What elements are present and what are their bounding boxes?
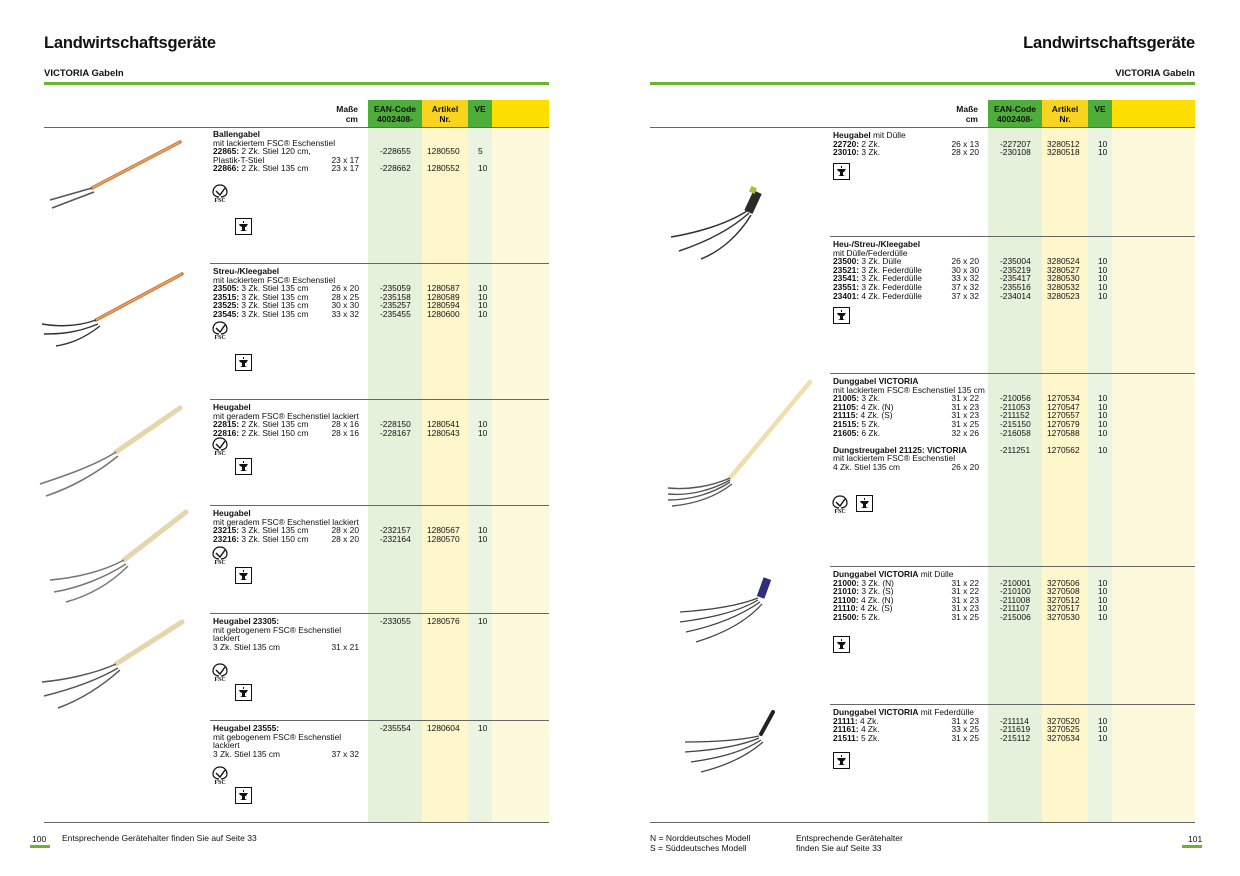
ean-value: -235516 — [1000, 282, 1031, 292]
ve-value: 10 — [1098, 594, 1108, 605]
dimension-value: 37 x 32 — [951, 282, 979, 292]
dimension-value: 28 x 20 — [331, 533, 359, 544]
artikel-value: 1270579 — [1047, 419, 1080, 429]
fsc-logo: FSC — [831, 495, 849, 517]
dimension-value: 26 x 13 — [951, 138, 979, 149]
description-line: 22816: 2 Zk. Stiel 150 cm — [213, 427, 309, 438]
description-line: Dungstreugabel 21125: VICTORIA — [833, 444, 967, 455]
fsc-logo: FSC — [211, 766, 229, 788]
ve-value: 10 — [1098, 410, 1108, 421]
description-line: 21511: 5 Zk. — [833, 732, 880, 743]
row-separator — [650, 127, 1195, 128]
dimension-value: 31 x 21 — [331, 641, 359, 652]
description-line: 21500: 5 Zk. — [833, 612, 881, 622]
description-line: mit gebogenem FSC® Eschenstiel — [213, 624, 342, 635]
product-image-heugabel-2zk — [34, 404, 194, 499]
description-line: 23215: 3 Zk. Stiel 135 cm — [213, 525, 309, 536]
dimension-value: 31 x 23 — [951, 401, 979, 412]
ean-value: -235004 — [1000, 256, 1031, 267]
ve-header: VE — [468, 100, 492, 127]
description-line: mit lackiertem FSC® Eschenstiel — [213, 274, 336, 285]
page-number: 100 — [32, 834, 47, 844]
artikel-value: 3280524 — [1047, 256, 1080, 267]
ean-value: -235219 — [1000, 264, 1031, 275]
anvil-quality-icon — [833, 307, 850, 324]
ve-value: 10 — [478, 309, 488, 319]
description-line: Dunggabel VICTORIA mit Dülle — [833, 569, 954, 579]
anvil-quality-icon — [235, 684, 252, 701]
artikel-column — [422, 100, 468, 822]
artikel-value: 1280594 — [427, 300, 460, 311]
description-line: 3 Zk. Stiel 135 cm — [213, 641, 281, 652]
description-line: 22866: 2 Zk. Stiel 135 cm — [213, 163, 309, 174]
artikel-value: 3270534 — [1047, 732, 1080, 743]
ve-value: 5 — [478, 146, 483, 157]
fsc-logo: FSC — [211, 546, 229, 568]
bottom-rule — [650, 822, 1195, 823]
anvil-quality-icon — [833, 163, 850, 180]
ve-value: 10 — [478, 616, 488, 626]
artikel-value: 1280541 — [427, 419, 460, 430]
ve-value: 10 — [1098, 732, 1108, 743]
ve-column — [1088, 100, 1112, 822]
green-rule — [44, 82, 549, 85]
artikel-value: 1280604 — [427, 723, 460, 733]
ve-value: 10 — [1098, 724, 1108, 735]
ean-value: -210001 — [1000, 577, 1031, 588]
ve-value: 10 — [1098, 290, 1108, 301]
ve-value: 10 — [1098, 282, 1108, 292]
ve-value: 10 — [478, 427, 488, 438]
dimension-value: 26 x 20 — [951, 256, 979, 267]
ean-value: -215112 — [1000, 732, 1031, 743]
description-line: 21110: 4 Zk. (S) — [833, 603, 893, 614]
row-separator — [44, 127, 549, 128]
ve-value: 10 — [478, 419, 488, 430]
description-line: 23551: 3 Zk. Federdülle — [833, 282, 922, 292]
footnote: Entsprechende Gerätehalter finden Sie auf Seite 33 — [62, 833, 257, 843]
notes-header — [492, 100, 549, 127]
ean-value: -211107 — [1000, 603, 1030, 614]
dimension-value: 31 x 23 — [951, 715, 979, 726]
artikel-value: 1280587 — [427, 283, 460, 294]
dimension-value: 31 x 25 — [951, 612, 979, 622]
ve-value: 10 — [1098, 577, 1108, 588]
ve-value: 10 — [478, 723, 488, 733]
description-line: 3 Zk. Stiel 135 cm — [213, 748, 281, 759]
footnote-holders: Entsprechende Gerätehalter finden Sie auf Seite 33 — [796, 833, 903, 853]
description-line: Ballengabel — [213, 129, 261, 139]
artikel-header: Artikel Nr. — [1042, 100, 1088, 127]
description-line: Streu-/Kleegabel — [213, 266, 280, 276]
dimension-value: 30 x 30 — [331, 300, 359, 311]
page-number-bar — [30, 845, 50, 848]
notes-column — [1112, 100, 1195, 822]
artikel-header: Artikel Nr. — [422, 100, 468, 127]
ve-value: 10 — [1098, 273, 1108, 284]
description-line: 21105: 4 Zk. (N) — [833, 401, 894, 412]
dimension-value: 30 x 30 — [951, 264, 979, 275]
ve-value: 10 — [1098, 256, 1108, 267]
anvil-quality-icon — [235, 787, 252, 804]
ean-header: EAN-Code 4002408- — [988, 100, 1042, 127]
dimension-value: 37 x 32 — [951, 290, 979, 301]
description-line: Heugabel — [213, 402, 251, 412]
artikel-value: 3270530 — [1047, 612, 1080, 622]
description-line: 23010: 3 Zk. — [833, 147, 881, 158]
page-number-bar — [1182, 845, 1202, 848]
description-line: 23541: 3 Zk. Federdülle — [833, 273, 922, 284]
artikel-value: 3270517 — [1047, 603, 1080, 614]
dimension-value: 33 x 32 — [331, 309, 359, 319]
fsc-logo: FSC — [211, 184, 229, 206]
artikel-value: 3280527 — [1047, 264, 1080, 275]
product-image-heugabel-23305 — [34, 616, 194, 716]
ve-value: 10 — [1098, 715, 1108, 726]
description-line: mit lackiertem FSC® Eschenstiel 135 cm — [833, 384, 985, 395]
ean-value: -211619 — [1000, 724, 1031, 735]
description-line: mit geradem FSC® Eschenstiel lackiert — [213, 410, 359, 421]
description-line: lackiert — [213, 633, 240, 644]
ean-value: -228655 — [380, 146, 411, 157]
anvil-quality-icon — [235, 567, 252, 584]
description-line: mit gebogenem FSC® Eschenstiel — [213, 731, 342, 742]
artikel-value: 1280567 — [427, 525, 460, 536]
dimension-value: 28 x 20 — [951, 147, 979, 158]
anvil-quality-icon — [235, 218, 252, 235]
description-line: mit Dülle/Federdülle — [833, 247, 908, 258]
artikel-value: 1280570 — [427, 533, 460, 544]
ean-value: -211053 — [1000, 401, 1031, 412]
row-separator — [210, 399, 549, 400]
ve-value: 10 — [1098, 138, 1108, 149]
artikel-value: 1280589 — [427, 291, 460, 302]
row-separator — [210, 720, 549, 721]
ean-value: -210056 — [1000, 393, 1031, 404]
description-line: 23500: 3 Zk. Dülle — [833, 256, 902, 267]
ean-header: EAN-Code 4002408- — [368, 100, 422, 127]
product-image-heugabel-duelle — [665, 185, 775, 265]
description-line: Heugabel 23305: — [213, 616, 280, 626]
description-line: Heugabel 23555: — [213, 723, 280, 733]
anvil-quality-icon — [833, 752, 850, 769]
ean-value: -211251 — [1000, 444, 1031, 455]
ve-header: VE — [1088, 100, 1112, 127]
ean-value: -211114 — [1000, 715, 1029, 726]
description-line: Heugabel — [213, 508, 251, 518]
dimension-value: 33 x 25 — [951, 724, 979, 735]
page-title: Landwirtschaftsgeräte — [1023, 34, 1195, 52]
artikel-value: 3270506 — [1047, 577, 1080, 588]
ean-value: -235554 — [380, 723, 411, 733]
artikel-value: 1270562 — [1047, 444, 1080, 455]
description-line: 23401: 4 Zk. Federdülle — [833, 290, 922, 301]
page-subtitle: VICTORIA Gabeln — [1115, 68, 1195, 79]
description-line: 22815: 2 Zk. Stiel 135 cm — [213, 419, 309, 430]
mass-header: Maße cm — [956, 104, 978, 124]
artikel-value: 1270534 — [1047, 393, 1080, 404]
description-line: 23505: 3 Zk. Stiel 135 cm — [213, 283, 309, 294]
green-rule — [650, 82, 1195, 85]
artikel-value: 3270520 — [1047, 715, 1080, 726]
description-line: 21000: 3 Zk. (N) — [833, 577, 894, 588]
ean-column — [988, 100, 1042, 822]
ean-value: -232164 — [380, 533, 411, 544]
description-line: 23521: 3 Zk. Federdülle — [833, 264, 922, 275]
description-line: mit geradem FSC® Eschenstiel lackiert — [213, 516, 359, 527]
ve-column — [468, 100, 492, 822]
ean-column — [368, 100, 422, 822]
ve-value: 10 — [478, 300, 488, 311]
ean-value: -216058 — [1000, 427, 1031, 438]
description-line: mit lackiertem FSC® Eschenstiel — [833, 453, 956, 464]
product-image-ballengabel — [44, 130, 194, 225]
page-title: Landwirtschaftsgeräte — [44, 34, 216, 52]
ean-value: -234014 — [1000, 290, 1031, 301]
row-separator — [210, 613, 549, 614]
dimension-value: 32 x 26 — [951, 427, 979, 438]
artikel-value: 3270525 — [1047, 724, 1080, 735]
ean-value: -210100 — [1000, 586, 1031, 597]
description-line: 21161: 4 Zk. — [833, 724, 880, 735]
dimension-value: 26 x 20 — [951, 462, 979, 472]
artikel-value: 1270557 — [1047, 410, 1080, 421]
product-image-dunggabel-duelle — [670, 574, 785, 649]
description-line: 23216: 3 Zk. Stiel 150 cm — [213, 533, 309, 544]
dimension-value: 23 x 17 — [331, 163, 359, 174]
ve-value: 10 — [1098, 612, 1108, 622]
ean-value: -228167 — [380, 427, 411, 438]
artikel-value: 1280552 — [427, 163, 460, 174]
ean-value: -235257 — [380, 300, 411, 311]
fsc-logo: FSC — [211, 663, 229, 685]
dimension-value: 31 x 25 — [951, 419, 979, 429]
ve-value: 10 — [478, 525, 488, 536]
ve-value: 10 — [478, 533, 488, 544]
artikel-value: 3270508 — [1047, 586, 1080, 597]
ve-value: 10 — [478, 283, 488, 294]
artikel-value: 1280550 — [427, 146, 460, 157]
artikel-value: 3280523 — [1047, 290, 1080, 301]
description-line: 22720: 2 Zk. — [833, 138, 881, 149]
ean-value: -233055 — [380, 616, 411, 626]
dimension-value: 28 x 16 — [331, 419, 359, 430]
description-line: 21115: 4 Zk. (S) — [833, 410, 893, 421]
dimension-value: 37 x 32 — [331, 748, 359, 759]
row-separator — [830, 373, 1195, 374]
dimension-value: 31 x 23 — [951, 410, 979, 421]
product-image-streugabel — [34, 268, 194, 358]
ve-value: 10 — [478, 291, 488, 302]
ve-value: 10 — [1098, 586, 1108, 597]
page-number: 101 — [1188, 834, 1203, 844]
description-line: Dunggabel VICTORIA — [833, 376, 919, 386]
description-line: 23525: 3 Zk. Stiel 135 cm — [213, 300, 309, 311]
page-subtitle: VICTORIA Gabeln — [44, 68, 124, 79]
ean-value: -235455 — [380, 309, 411, 319]
dimension-value: 31 x 22 — [951, 393, 979, 404]
description-line: lackiert — [213, 740, 240, 751]
description-line: Plastik-T-Stiel — [213, 154, 265, 165]
ean-value: -235158 — [380, 291, 411, 302]
dimension-value: 31 x 22 — [951, 586, 979, 597]
notes-header — [1112, 100, 1195, 127]
dimension-value: 33 x 32 — [951, 273, 979, 284]
product-image-dunggabel-federduelle — [675, 710, 785, 775]
artikel-value: 1270547 — [1047, 401, 1080, 412]
notes-column — [492, 100, 549, 822]
row-separator — [830, 566, 1195, 567]
ve-value: 10 — [1098, 393, 1108, 404]
ean-value: -235059 — [380, 283, 411, 294]
anvil-quality-icon — [235, 354, 252, 371]
artikel-value: 3270512 — [1047, 594, 1080, 605]
mass-header: Maße cm — [336, 104, 358, 124]
artikel-value: 1280576 — [427, 616, 460, 626]
artikel-value: 1280600 — [427, 309, 460, 319]
artikel-value: 3280530 — [1047, 273, 1080, 284]
artikel-value: 3280512 — [1047, 138, 1080, 149]
artikel-value: 1280543 — [427, 427, 460, 438]
ean-value: -215006 — [1000, 612, 1031, 622]
row-separator — [830, 236, 1195, 237]
row-separator — [830, 704, 1195, 705]
anvil-quality-icon — [856, 495, 873, 512]
row-separator — [210, 505, 549, 506]
dimension-value: 31 x 22 — [951, 577, 979, 588]
footnote-models: N = Norddeutsches Modell S = Süddeutsches Modell — [650, 833, 751, 853]
ean-value: -235417 — [1000, 273, 1031, 284]
ve-value: 10 — [1098, 401, 1108, 412]
description-line: 23545: 3 Zk. Stiel 135 cm — [213, 309, 309, 319]
anvil-quality-icon — [235, 458, 252, 475]
ean-value: -232157 — [380, 525, 411, 536]
description-line: 21005: 3 Zk. — [833, 393, 881, 404]
description-line: 21111: 4 Zk. — [833, 715, 879, 726]
dimension-value: 31 x 23 — [951, 594, 979, 605]
ve-value: 10 — [1098, 444, 1108, 455]
ve-value: 10 — [1098, 147, 1108, 158]
bottom-rule — [44, 822, 549, 823]
ean-value: -228150 — [380, 419, 411, 430]
row-separator — [210, 263, 549, 264]
artikel-value: 1270588 — [1047, 427, 1080, 438]
ve-value: 10 — [478, 163, 488, 174]
fsc-logo: FSC — [211, 437, 229, 459]
right-page — [620, 0, 1240, 876]
artikel-column — [1042, 100, 1088, 822]
description-line: mit lackiertem FSC® Eschenstiel — [213, 137, 336, 148]
description-line: Heugabel mit Dülle — [833, 130, 906, 140]
ean-value: -211152 — [1000, 410, 1030, 421]
description-line: 21010: 3 Zk. (S) — [833, 586, 894, 597]
dimension-value: 26 x 20 — [331, 283, 359, 294]
artikel-value: 3280518 — [1047, 147, 1080, 158]
description-line: Heu-/Streu-/Kleegabel — [833, 239, 921, 249]
ean-value: -227207 — [1000, 138, 1031, 149]
fsc-logo: FSC — [211, 321, 229, 343]
description-line: Dunggabel VICTORIA mit Federdülle — [833, 707, 974, 717]
description-line: 22865: 2 Zk. Stiel 120 cm, — [213, 146, 311, 157]
artikel-value: 3280532 — [1047, 282, 1080, 292]
description-line: 21100: 4 Zk. (N) — [833, 594, 894, 605]
ve-value: 10 — [1098, 427, 1108, 438]
description-line: 21605: 6 Zk. — [833, 427, 881, 438]
description-line: 21515: 5 Zk. — [833, 419, 881, 429]
anvil-quality-icon — [833, 636, 850, 653]
product-image-dunggabel — [660, 378, 820, 508]
description-line: 4 Zk. Stiel 135 cm — [833, 462, 901, 472]
dimension-value: 31 x 25 — [951, 732, 979, 743]
dimension-value: 23 x 17 — [331, 154, 359, 165]
dimension-value: 31 x 23 — [951, 603, 979, 614]
ean-value: -215150 — [1000, 419, 1031, 429]
ean-value: -230108 — [1000, 147, 1031, 158]
ean-value: -211008 — [1000, 594, 1031, 605]
dimension-value: 28 x 25 — [331, 291, 359, 302]
product-image-heugabel-3zk — [44, 508, 194, 608]
dimension-value: 28 x 20 — [331, 525, 359, 536]
dimension-value: 28 x 16 — [331, 427, 359, 438]
ve-value: 10 — [1098, 264, 1108, 275]
description-line: 23515: 3 Zk. Stiel 135 cm — [213, 291, 309, 302]
ve-value: 10 — [1098, 419, 1108, 429]
ean-value: -228662 — [380, 163, 411, 174]
ve-value: 10 — [1098, 603, 1108, 614]
